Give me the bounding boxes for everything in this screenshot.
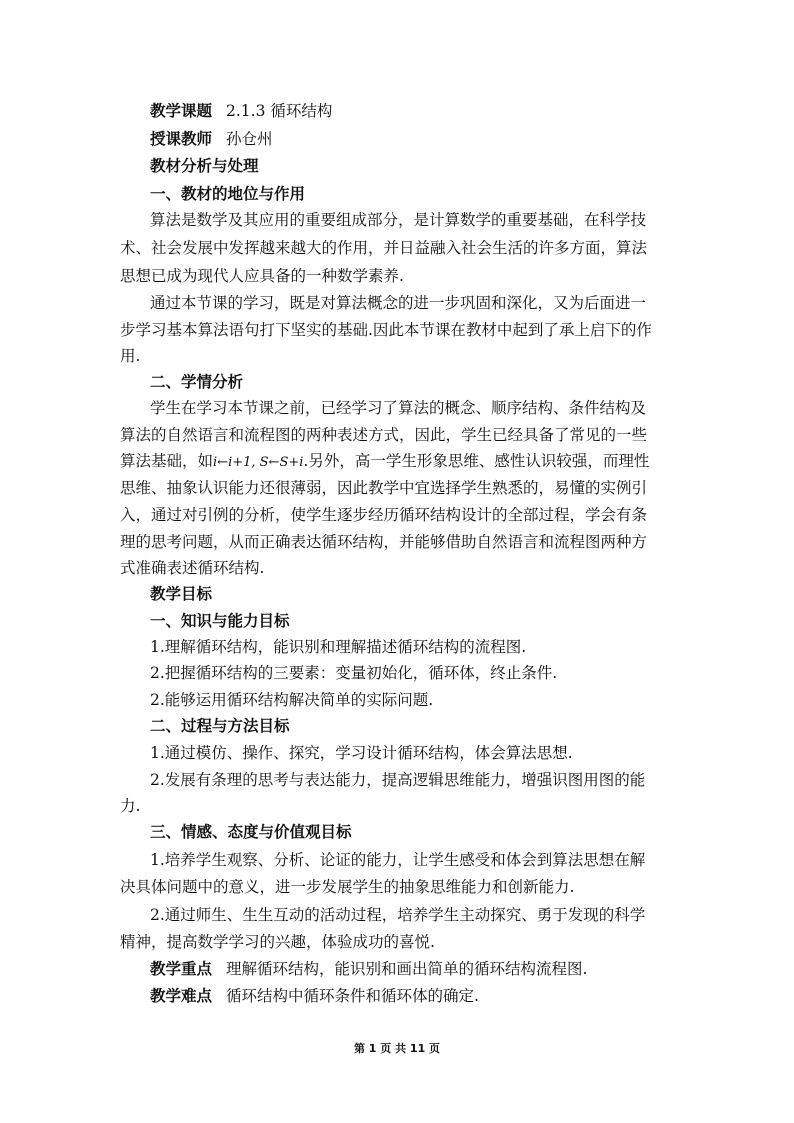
paragraph-line: 理的思考问题，从而正确表达循环结构，并能够借助自然语言和流程图两种方 <box>120 533 648 551</box>
paragraph-line: 式准确表述循环结构. <box>120 559 265 577</box>
goals-heading: 教学目标 <box>150 585 213 603</box>
list-item: 1.通过模仿、操作、探究，学习设计循环结构，体会算法思想. <box>150 744 573 762</box>
goal1-heading: 一、知识与能力目标 <box>150 612 290 630</box>
difficulty-line <box>150 982 710 1011</box>
paragraph-line <box>120 447 680 478</box>
paragraph-line: 入，通过对引例的分析，使学生逐步经历循环结构设计的全部过程，学会有条 <box>120 506 648 524</box>
teacher-value: 孙仓州 <box>226 130 273 148</box>
analysis-heading: 教材分析与处理 <box>150 157 259 175</box>
topic-line <box>150 97 710 126</box>
list-item: 2.通过师生、生生互动的活动过程，培养学生主动探究、勇于发现的科学 <box>150 906 646 924</box>
topic-value: 2.1.3 循环结构 <box>226 102 333 120</box>
page-number: 第 1 页 共 11 页 <box>353 1042 441 1055</box>
goal2-heading: 二、过程与方法目标 <box>150 717 290 735</box>
section2-heading: 二、学情分析 <box>150 373 244 391</box>
paragraph-line: 思想已成为现代人应具备的一种数学素养. <box>120 267 404 285</box>
paragraph-line: 思维、抽象认识能力还很薄弱，因此教学中宜选择学生熟悉的，易懂的实例引 <box>120 479 648 497</box>
text-span: .另外，高一学生形象思维、感性认识较强，而理性 <box>303 452 650 470</box>
text-span: 算法基础，如 <box>120 452 214 470</box>
list-item: 1.理解循环结构，能识别和理解描述循环结构的流程图. <box>150 638 527 656</box>
list-item-continued: 力. <box>120 797 141 815</box>
paragraph-line: 术、社会发展中发挥越来越大的作用，并日益融入社会生活的许多方面，算法 <box>120 239 648 257</box>
list-item-continued: 决具体问题中的意义，进一步发展学生的抽象思维能力和创新能力. <box>120 878 575 896</box>
list-item: 2.把握循环结构的三要素：变量初始化，循环体，终止条件. <box>150 664 558 682</box>
list-item: 1.培养学生观察、分析、论证的能力，让学生感受和体会到算法思想在解 <box>150 851 646 869</box>
topic-label: 教学课题 <box>150 102 213 120</box>
teacher-line <box>150 125 710 154</box>
paragraph-line: 步学习基本算法语句打下坚实的基础.因此本节课在教材中起到了承上启下的作 <box>120 321 652 339</box>
difficulty-value: 循环结构中循环条件和循环体的确定. <box>226 987 479 1005</box>
difficulty-label: 教学难点 <box>150 987 213 1005</box>
goal3-heading: 三、情感、态度与价值观目标 <box>150 823 352 841</box>
key-point-line <box>150 955 710 984</box>
teacher-label: 授课教师 <box>150 130 213 148</box>
section1-heading: 一、教材的地位与作用 <box>150 185 306 203</box>
paragraph-line: 用. <box>120 347 141 365</box>
list-item-continued: 精神，提高数学学习的兴趣，体验成功的喜悦. <box>120 933 435 951</box>
paragraph-line: 算法的自然语言和流程图的两种表述方式，因此，学生已经具备了常见的一些 <box>120 426 648 444</box>
paragraph-line: 算法是数学及其应用的重要组成部分，是计算数学的重要基础，在科学技 <box>150 211 647 229</box>
paragraph-line: 通过本节课的学习，既是对算法概念的进一步巩固和深化，又为后面进一 <box>150 294 647 312</box>
key-point-value: 理解循环结构，能识别和画出简单的循环结构流程图. <box>226 960 588 978</box>
math-formula: i←i+1, S←S+i <box>213 455 304 470</box>
list-item: 2.能够运用循环结构解决简单的实际问题. <box>150 691 434 709</box>
paragraph-line: 学生在学习本节课之前，已经学习了算法的概念、顺序结构、条件结构及 <box>150 399 647 417</box>
key-point-label: 教学重点 <box>150 960 213 978</box>
list-item: 2.发展有条理的思考与表达能力，提高逻辑思维能力，增强识图用图的能 <box>150 771 646 789</box>
